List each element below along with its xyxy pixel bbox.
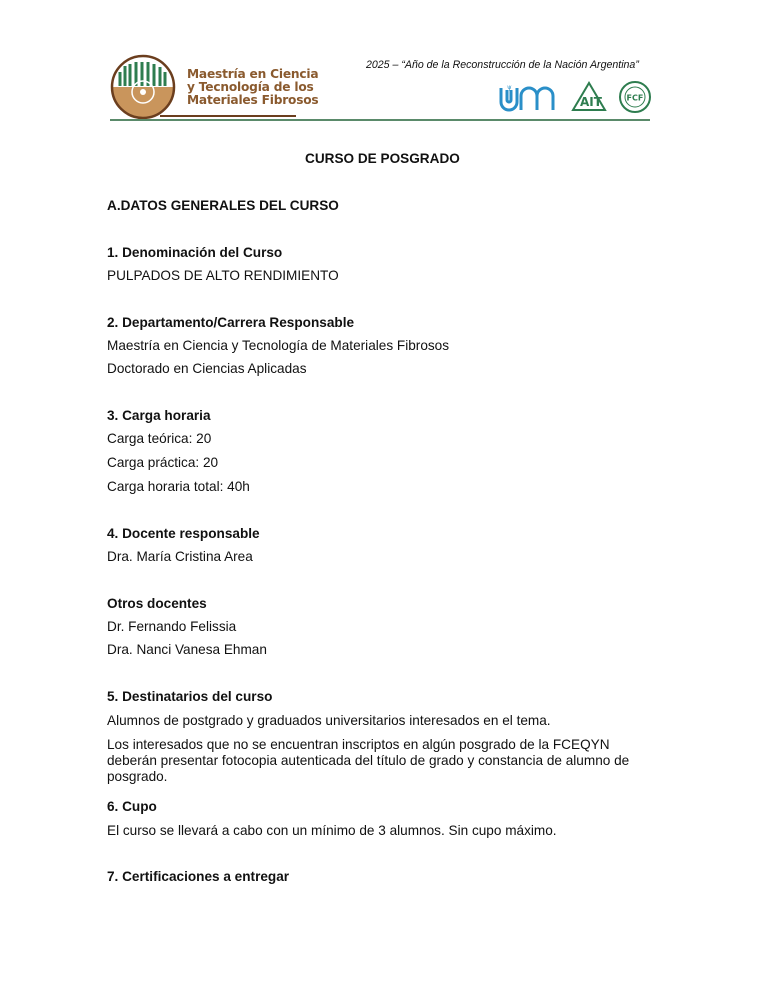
hours-line: Carga práctica: 20	[107, 455, 219, 470]
s5-heading: 5. Destinatarios del curso	[107, 689, 273, 704]
mamfi-logo	[108, 54, 178, 120]
year-motto: 2025 – “Año de la Reconstrucción de la Nación Argentina”	[366, 59, 639, 71]
teacher-name: Dr. Fernando Felissia	[107, 619, 237, 634]
section-a-heading: A.DATOS GENERALES DEL CURSO	[107, 198, 339, 213]
s6-heading: 6. Cupo	[107, 799, 157, 814]
s1-heading: 1. Denominación del Curso	[107, 245, 283, 260]
course-name: PULPADOS DE ALTO RENDIMIENTO	[107, 268, 339, 283]
hours-line: Carga horaria total: 40h	[107, 479, 250, 494]
s4-heading: 4. Docente responsable	[107, 526, 260, 541]
fcf-logo	[618, 80, 652, 114]
letterhead	[108, 48, 676, 126]
department-line: Doctorado en Ciencias Aplicadas	[107, 361, 307, 376]
svg-text:FCF: FCF	[626, 93, 644, 103]
svg-text:ψ: ψ	[507, 84, 512, 91]
s7-heading: 7. Certificaciones a entregar	[107, 869, 290, 884]
s3-heading: 3. Carga horaria	[107, 408, 211, 423]
program-name-line: Materiales Fibrosos	[187, 93, 319, 107]
department-line: Maestría en Ciencia y Tecnología de Materiales Fibrosos	[107, 338, 450, 353]
program-name-line: Maestría en Ciencia	[187, 67, 319, 81]
ait-logo	[571, 80, 607, 112]
s2-heading: 2. Departamento/Carrera Responsable	[107, 315, 355, 330]
quota-text: El curso se llevará a cabo con un mínimo de 3 alumnos. Sin cupo máximo.	[107, 823, 557, 838]
svg-text:AIT: AIT	[580, 95, 602, 109]
header-divider-green	[110, 119, 650, 121]
program-name-line: y Tecnología de los	[187, 80, 314, 94]
audience-line: Alumnos de postgrado y graduados universitarios interesados en el tema.	[107, 713, 551, 728]
other-teachers-heading: Otros docentes	[107, 596, 207, 611]
unam-logo	[498, 82, 560, 114]
header-divider-brown	[160, 115, 296, 117]
program-name	[187, 68, 319, 107]
teacher-name: Dra. Nanci Vanesa Ehman	[107, 642, 267, 657]
hours-line: Carga teórica: 20	[107, 431, 212, 446]
audience-requirements: Los interesados que no se encuentran inscriptos en algún posgrado de la FCEQYN deberán presentar fotocopia autenticada del título de grado y constancia de alumno de posgrado.	[107, 737, 630, 784]
document-title: CURSO DE POSGRADO	[305, 151, 460, 166]
lead-teacher: Dra. María Cristina Area	[107, 549, 253, 564]
